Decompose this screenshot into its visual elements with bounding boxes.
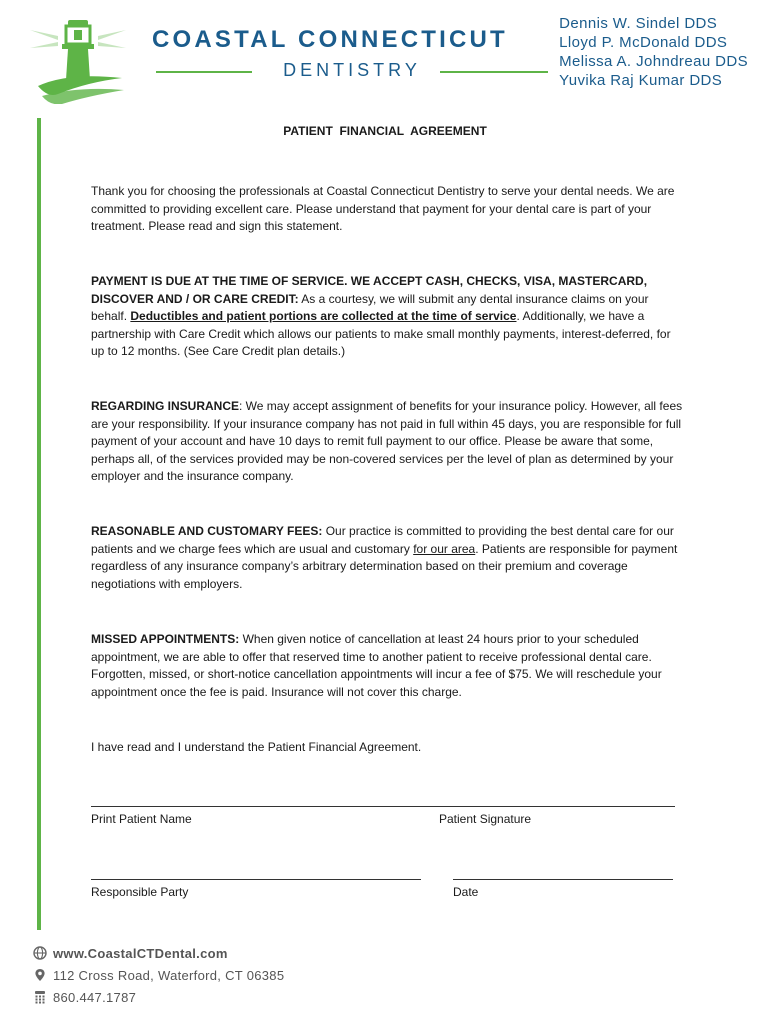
doctor-name: Melissa A. Johndreau DDS: [559, 53, 748, 70]
missed-text: When given notice of cancellation at least 24 hours prior to your scheduled appointment, we are able to offer that reserved time to another patient to receive professional dental care. Forgotten, missed, or short-notice cancellation appointments will incur a fee of $75. We will reschedule your appointment once the fee is paid. Insurance will not cover this charge.: [91, 632, 662, 699]
insurance-paragraph: [91, 398, 683, 486]
payment-text-continued: . Additionally, we have a partnership with Care Credit which allows our patients to make small monthly payments, interest-deferred, for up to 12 months. (See Care Credit plan details.): [91, 309, 671, 358]
patient-signature-label: Patient Signature: [439, 812, 532, 826]
brand-subtitle: DENTISTRY: [283, 60, 421, 80]
responsible-party-label: Responsible Party: [91, 885, 189, 899]
missed-appointments-paragraph: [91, 631, 683, 701]
brand-subtitle-row: [156, 60, 548, 84]
lighthouse-logo-icon: [28, 16, 128, 104]
fees-paragraph: [91, 523, 683, 593]
fees-text: Our practice is committed to providing the best dental care for our patients and we charge fees which are usual and customary: [91, 524, 674, 556]
date-label: Date: [453, 885, 479, 899]
responsible-party-line[interactable]: [91, 879, 421, 880]
website-link[interactable]: www.CoastalCTDental.com: [53, 945, 228, 961]
doctor-name: Lloyd P. McDonald DDS: [559, 34, 728, 51]
globe-icon: [33, 946, 47, 960]
payment-text: As a courtesy, we will submit any dental insurance claims on your behalf.: [91, 291, 649, 323]
brand-divider-left: [156, 71, 252, 73]
print-patient-name-label: Print Patient Name: [91, 812, 192, 826]
intro-paragraph: Thank you for choosing the professionals at Coastal Connecticut Dentistry to serve your dental needs. We are committed to providing excellent care. Please understand that payment for your dental care is part of your treatment. Please read and sign this statement.: [91, 184, 675, 233]
phone-icon: [33, 990, 47, 1004]
footer-address: [33, 966, 284, 984]
phone-number[interactable]: 860.447.1787: [53, 989, 137, 1005]
payment-heading: PAYMENT IS DUE AT THE TIME OF SERVICE. WE ACCEPT CASH, CHECKS, VISA, MASTERCARD, DISCOVER AND / OR CARE CREDIT:: [91, 274, 648, 306]
left-accent-bar: [37, 118, 41, 930]
payment-emphasis: Deductibles and patient portions are collected at the time of service: [130, 309, 517, 323]
doctor-name: Dennis W. Sindel DDS: [559, 15, 718, 32]
fees-text-continued: . Patients are responsible for payment regardless of any insurance company’s arbitrary determination based on their premium and coverage negotiations with employers.: [91, 541, 678, 591]
insurance-text: : We may accept assignment of benefits for your insurance policy. However, all fees are your responsibility. If your insurance company has not paid in full within 45 days, you are responsible for full payment of your account and have 10 days to remit full payment to our office. Please be aware that some, perhaps all, of the services provided may be non-covered services per the level of plan as determined by your employer and the insurance company.: [91, 399, 683, 483]
document-title: PATIENT FINANCIAL AGREEMENT: [283, 124, 487, 138]
footer-website: [33, 944, 228, 962]
doctor-list: [559, 14, 748, 90]
missed-heading: MISSED APPOINTMENTS:: [91, 632, 240, 646]
fees-underline: for our area: [413, 541, 476, 556]
footer-phone: [33, 988, 136, 1006]
payment-paragraph: [91, 273, 683, 361]
doctor-name: Yuvika Raj Kumar DDS: [559, 72, 723, 89]
date-line[interactable]: [453, 879, 673, 880]
brand-title: COASTAL CONNECTICUT: [152, 26, 508, 53]
insurance-heading: REGARDING INSURANCE: [91, 399, 240, 413]
fees-heading: REASONABLE AND CUSTOMARY FEES:: [91, 524, 323, 538]
brand-divider-right: [440, 71, 548, 73]
address-text: 112 Cross Road, Waterford, CT 06385: [53, 967, 285, 983]
patient-signature-line[interactable]: [91, 806, 675, 807]
location-pin-icon: [33, 968, 47, 982]
acknowledgement: I have read and I understand the Patient Financial Agreement.: [91, 740, 422, 754]
